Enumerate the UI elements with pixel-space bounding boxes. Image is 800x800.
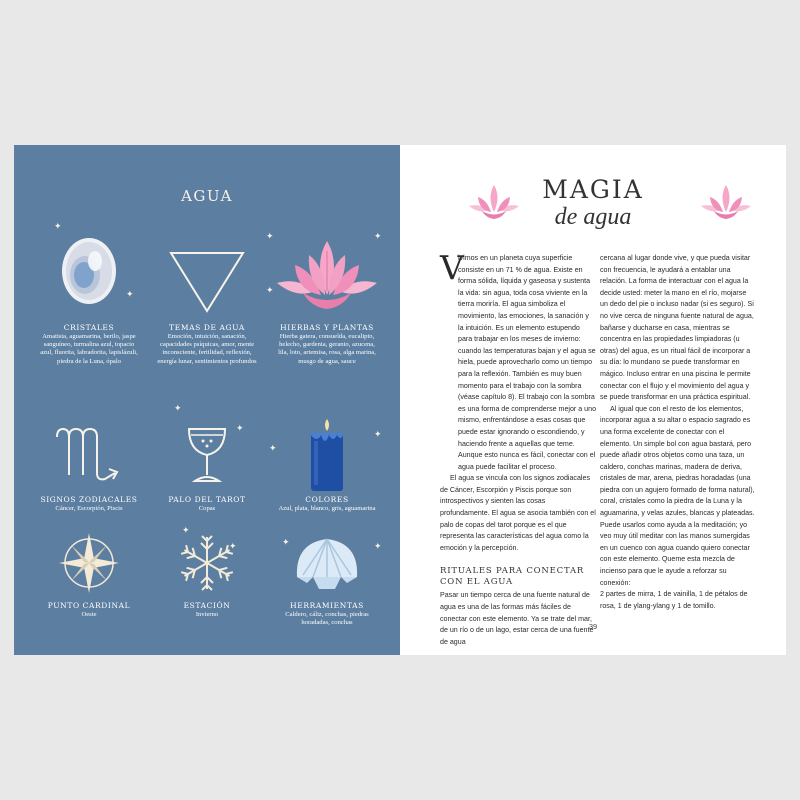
snowflake-icon (147, 526, 267, 599)
cell-colores (267, 417, 387, 513)
sparkle-icon: ✦ (126, 290, 134, 300)
section-heading: RITUALES PARA CONECTAR CON EL AGUA (440, 566, 585, 588)
water-triangle-icon (147, 231, 267, 321)
sparkle-icon: ✦ (266, 286, 274, 296)
paragraph: El agua se vincula con los signos zodiacales de Cáncer, Escorpión y Piscis porque son introspectivos y sienten las cosas profundamente. El agua se asocia también con el palo de copas del tarot porque es el que representa las características del agua como la emoción y la percepción. (440, 474, 596, 552)
cell-punto-cardinal (29, 529, 149, 619)
sparkle-icon: ✦ (54, 222, 62, 232)
cell-title: SIGNOS ZODIACALES (40, 495, 138, 504)
cell-title: CRISTALES (63, 323, 115, 332)
drop-cap: V (440, 248, 464, 287)
text-column-left (440, 248, 597, 648)
cell-hierbas-y-plantas (267, 231, 387, 366)
cell-text: Invierno (195, 611, 219, 618)
paragraph: cercana al lugar donde vive, y que pueda visitar con frecuencia, le ayudará a entablar una relación. La forma de interactuar con el agua la decide usted: meter la mano en el río, mojarse un dedo del pie o incluso nadar (si es seguro). Si no vive cerca de ninguna fuente natural de agua, bañarse y ducharse en casa, mientras se concentra en las propiedades limpiadoras (u otras) del agua, es un ritual fácil de incorporar a su día: lo mundano se puede transformar en mágico. Incluso entrar en una piscina le permite conectar con el flujo y el movimiento del agua y se puede transformar en una práctica espiritual. (600, 254, 754, 402)
cell-herramientas (267, 529, 387, 627)
left-page (14, 145, 400, 655)
sparkle-icon: ✦ (374, 542, 382, 552)
sparkle-icon: ✦ (236, 424, 244, 434)
cell-text: Copas (198, 505, 216, 512)
cell-text: Cáncer, Escorpión, Piscis (55, 505, 123, 512)
blue-candle-icon (267, 417, 387, 493)
page-subtitle: de agua (554, 204, 632, 230)
cell-temas-de-agua (147, 231, 267, 366)
paragraph: Al igual que con el resto de los elementos, incorporar agua a su altar o espacio sagrado es una forma excelente de conectar con el elemento. Un simple bol con agua bastará, pero puede añadir otros objetos como una taza, un caldero, conchas marinas, madera de deriva, cristales de mar, arena, piedras horadadas (una piedra con un agujero formado de forma natural), coral, cristales como la piedra de la Luna y la aguamarina, y velas azules, blancas y plateadas. Puede usarlos como ayuda a la meditación; yo veo muy útil meditar con las manos sumergidas en un cuenco con agua cuando quiero conectar con este elemento. Queme esta mezcla de incienso para que le ayude a reforzar su conexión: (600, 404, 755, 587)
intro-paragraph (440, 248, 597, 473)
cell-text: Amatista, aguamarina, berilo, jaspe sanguíneo, turmalina azul, topacio azul, fluorita, labradorita, lapislázuli, piedra de la Luna, ópalo (40, 333, 138, 365)
page-title: MAGIA (542, 175, 644, 204)
cell-title: HIERBAS Y PLANTAS (280, 323, 374, 332)
cell-title: TEMAS DE AGUA (169, 323, 245, 332)
cell-title: PALO DEL TAROT (168, 495, 246, 504)
sparkle-icon: ✦ (374, 430, 382, 440)
cell-signos-zodiacales (29, 417, 149, 513)
paragraph: ivimos en un planeta cuya superficie consiste en un 71 % de agua. Existe en forma sólida, líquida y gaseosa y sustenta la vida: sin agua, toda cosa viviente en la tierra moriría. El agua simboliza el movimiento, las emociones, la sanación y la intuición. Es un elemento estupendo para trabajar en los meses de invierno: cuando las temperaturas bajan y el agua se hiela, puede aprovecharlo como un tiempo para la reflexión. También es muy buen momento para el trabajo con la sombra (véase capítulo 8). El trabajo con la sombra es una forma de comprenderse mejor a uno mismo, enfrentándose a esas cosas que puede estar ignorando o escondiendo, y haciendo frente a aquellas que teme. Aunque esto nunca es fácil, conectar con el agua puede facilitar el proceso. (458, 254, 597, 471)
cell-palo-del-tarot (147, 417, 267, 513)
cell-cristales (29, 231, 149, 366)
sparkle-icon: ✦ (374, 232, 382, 242)
sparkle-icon: ✦ (174, 404, 182, 414)
left-page-title: AGUA (181, 187, 233, 205)
chalice-icon (147, 417, 267, 493)
scorpio-icon (29, 417, 149, 493)
sparkle-icon: ✦ (282, 538, 290, 548)
cell-text: Caldero, cáliz, conchas, piedras horadadas, conchas (285, 611, 369, 627)
incense-recipe: 2 partes de mirra, 1 de vainilla, 1 de pétalos de rosa, 1 de ylang-ylang y 1 de tomillo. (600, 590, 748, 610)
cell-title: HERRAMIENTAS (290, 601, 364, 610)
moonstone-crystal-icon (29, 231, 149, 321)
cell-text: Hierba gatera, consuelda, eucalipto, helecho, gardenia, geranio, azucena, lila, loto, artemisa, rosa, alga marina, musgo de agua, sauce (278, 333, 376, 365)
page-number: 39 (588, 622, 598, 631)
text-column-right (600, 253, 756, 612)
paragraph: Pasar un tiempo cerca de una fuente natural de agua es una de las formas más fáciles de conectar con este elemento. Ya se trate del mar, de un río o de un lago, estar cerca de una fuente de agua (440, 591, 594, 646)
sparkle-icon: ✦ (229, 542, 237, 552)
cell-estacion (147, 526, 267, 619)
seashell-icon (267, 529, 387, 599)
cell-text: Emoción, intuición, sanación, capacidades psíquicas, amor, mente inconsciente, fertilidad, reflexión, energía lunar, sentimientos profundos (157, 333, 257, 365)
cell-text: Oeste (81, 611, 97, 618)
sparkle-icon: ✦ (182, 526, 190, 536)
compass-rose-icon (29, 529, 149, 599)
right-page (400, 145, 786, 655)
sparkle-icon: ✦ (269, 444, 277, 454)
cell-title: COLORES (305, 495, 349, 504)
cell-text: Azul, plata, blanco, gris, aguamarina (278, 505, 376, 512)
sparkle-icon: ✦ (266, 232, 274, 242)
cell-title: ESTACIÓN (183, 601, 231, 610)
lotus-icon (267, 231, 387, 321)
cell-title: PUNTO CARDINAL (47, 601, 131, 610)
